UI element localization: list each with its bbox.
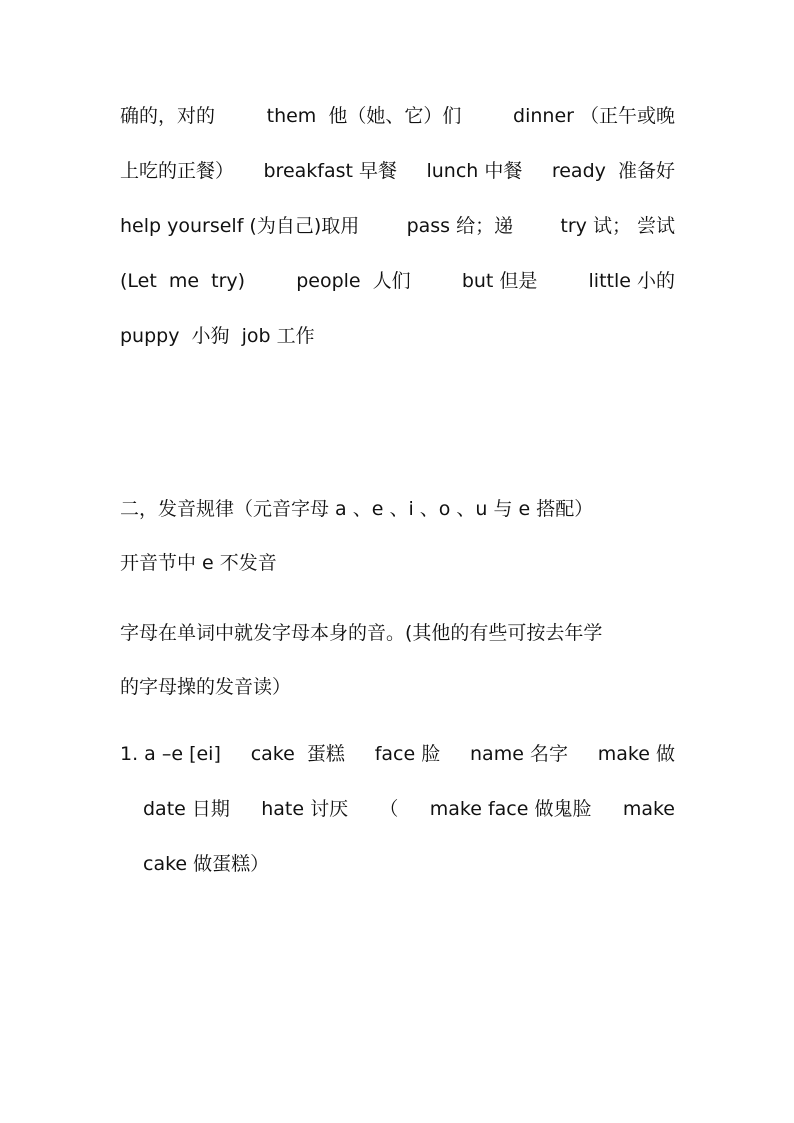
section-heading: 二，发音规律（元音字母 a 、e 、i 、o 、u 与 e 搭配） [120, 498, 594, 520]
vocab-line-1 [120, 101, 675, 131]
pronunciation-note-line-2: 的字母操的发音读） [120, 676, 292, 698]
vocab-word: them 他（她、它）们 [266, 105, 462, 127]
vocab-word: 上吃的正餐） [120, 160, 235, 182]
open-paren: （ [379, 798, 399, 820]
vocab-word: little 小的 [588, 270, 675, 292]
vocab-line-4 [120, 266, 675, 296]
vocab-word: breakfast 早餐 [263, 160, 397, 182]
vocab-word: (Let me try) [120, 270, 246, 292]
vocab-word: ready 准备好 [551, 160, 675, 182]
example-word: make 做 [597, 743, 675, 765]
list-item-marker: 1. a –e [ei] [120, 743, 221, 765]
vocab-word: puppy 小狗 job 工作 [120, 325, 315, 347]
vocab-line-3 [120, 211, 675, 241]
vocab-word: people 人们 [296, 270, 411, 292]
vocab-word: help yourself (为自己)取用 [120, 215, 360, 237]
section-subheading: 开音节中 e 不发音 [120, 552, 277, 574]
example-word: cake 蛋糕 [250, 743, 345, 765]
example-word: face 脸 [374, 743, 441, 765]
example-word: name 名字 [470, 743, 568, 765]
list-item-1-line-2 [143, 794, 675, 824]
vocab-line-5 [120, 321, 675, 351]
vocab-word: pass 给；递 [406, 215, 514, 237]
example-phrase: make face 做鬼脸 [429, 798, 592, 820]
vocab-word: dinner （正午或晚 [513, 105, 675, 127]
example-word: hate 讨厌 [261, 798, 349, 820]
pronunciation-note-line-1: 字母在单词中就发字母本身的音。(其他的有些可按去年学 [120, 622, 603, 644]
list-item-1-line-3: cake 做蛋糕） [143, 853, 270, 875]
vocab-line-2 [120, 156, 675, 186]
example-phrase: make [622, 798, 675, 820]
example-word: date 日期 [143, 798, 230, 820]
vocab-word: 确的，对的 [120, 105, 216, 127]
vocab-word: but 但是 [461, 270, 538, 292]
vocab-word: try 试； 尝试 [560, 215, 675, 237]
vocab-word: lunch 中餐 [426, 160, 523, 182]
list-item-1-line-1 [120, 739, 675, 769]
